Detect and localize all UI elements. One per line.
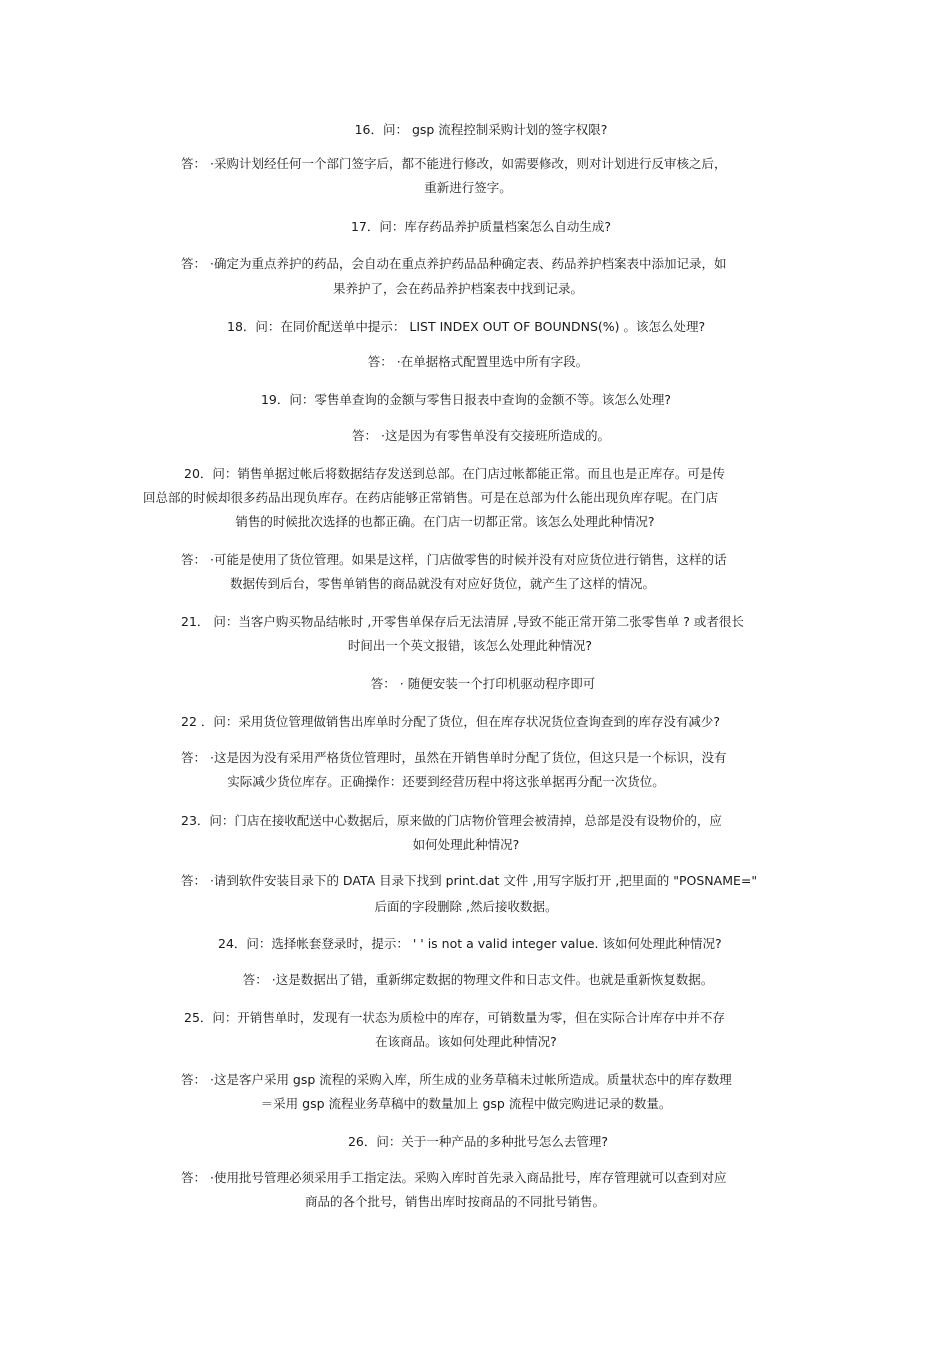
- answer-16: 答： ·采购计划经任何一个部门签字后，都不能进行修改，如需要修改，则对计划进行反审核之后，: [181, 156, 727, 171]
- question-25: 25．问：开销售单时，发现有一状态为质检中的库存，可销数量为零，但在实际合计库存中并不存: [184, 1010, 725, 1025]
- answer-20-cont: 数据传到后台，零售单销售的商品就没有对应好货位，就产生了这样的情况。: [230, 576, 656, 591]
- answer-23: 答： ·请到软件安装目录下的 DATA 目录下找到 print.dat 文件 ,用写字版打开 ,把里面的 "POSNAME=": [181, 873, 758, 888]
- question-20: 20．问：销售单据过帐后将数据结存发送到总部。在门店过帐都能正常。而且也是正库存。可是传: [184, 466, 725, 481]
- question-24: 24．问：选择帐套登录时，提示： ' ' is not a valid integer value. 该如何处理此种情况?: [218, 936, 722, 951]
- question-22: 22 ．问：采用货位管理做销售出库单时分配了货位，但在库存状况货位查询查到的库存没有减少?: [181, 714, 721, 729]
- answer-25-cont: ＝采用 gsp 流程业务草稿中的数量加上 gsp 流程中做完购进记录的数量。: [260, 1096, 672, 1111]
- answer-17: 答： ·确定为重点养护的药品，会自动在重点养护药品品种确定表、药品养护档案表中添加记录，如: [181, 256, 727, 271]
- answer-19: 答： ·这是因为有零售单没有交接班所造成的。: [352, 428, 610, 443]
- question-19: 19．问：零售单查询的金额与零售日报表中查询的金额不等。该怎么处理?: [260, 392, 672, 407]
- answer-22: 答： ·这是因为没有采用严格货位管理时，虽然在开销售单时分配了货位，但这只是一个标识，没有: [181, 750, 727, 765]
- question-16: 16．问： gsp 流程控制采购计划的签字权限?: [354, 122, 608, 137]
- answer-18: 答： ·在单据格式配置里选中所有字段。: [367, 354, 589, 369]
- answer-25: 答： ·这是客户采用 gsp 流程的采购入库，所生成的业务草稿未过帐所造成。质量状态中的库存数理: [181, 1072, 732, 1087]
- answer-26-cont: 商品的各个批号，销售出库时按商品的不同批号销售。: [304, 1194, 606, 1209]
- question-20-cont-1: 回总部的时候却很多药品出现负库存。在药店能够正常销售。可是在总部为什么能出现负库存呢。在门店: [143, 490, 719, 505]
- answer-23-cont: 后面的字段删除 ,然后接收数据。: [374, 899, 558, 914]
- answer-21: 答： · 随便安装一个打印机驱动程序即可: [370, 676, 596, 691]
- question-26: 26．问：关于一种产品的多种批号怎么去管理?: [347, 1134, 609, 1149]
- question-17: 17．问：库存药品养护质量档案怎么自动生成?: [350, 219, 612, 234]
- question-23: 23．问：门店在接收配送中心数据后，原来做的门店物价管理会被清掉，总部是没有设物价的，应: [181, 813, 722, 828]
- answer-26: 答： ·使用批号管理必须采用手工指定法。采购入库时首先录入商品批号，库存管理就可以查到对应: [181, 1170, 727, 1185]
- answer-16-cont: 重新进行签字。: [424, 180, 512, 195]
- answer-24: 答： ·这是数据出了错，重新绑定数据的物理文件和日志文件。也就是重新恢复数据。: [242, 972, 714, 987]
- question-21-cont: 时间出一个英文报错，该怎么处理此种情况?: [347, 638, 593, 653]
- question-25-cont: 在该商品。该如何处理此种情况?: [375, 1034, 557, 1049]
- question-21: 21． 问：当客户购买物品结帐时 ,开零售单保存后无法清屏 ,导致不能正常开第二张零售单 ? 或者很长: [181, 614, 744, 629]
- question-23-cont: 如何处理此种情况?: [412, 837, 520, 852]
- question-18: 18．问：在同价配送单中提示： LIST INDEX OUT OF BOUNDNS(%) 。该怎么处理?: [227, 319, 706, 334]
- answer-20: 答： ·可能是使用了货位管理。如果是这样，门店做零售的时候并没有对应货位进行销售，这样的话: [181, 552, 727, 567]
- answer-22-cont: 实际减少货位库存。正确操作：还要到经营历程中将这张单据再分配一次货位。: [227, 774, 665, 789]
- answer-17-cont: 果养护了，会在药品养护档案表中找到记录。: [332, 281, 584, 296]
- question-20-cont-2: 销售的时候批次选择的也都正确。在门店一切都正常。该怎么处理此种情况?: [235, 514, 655, 529]
